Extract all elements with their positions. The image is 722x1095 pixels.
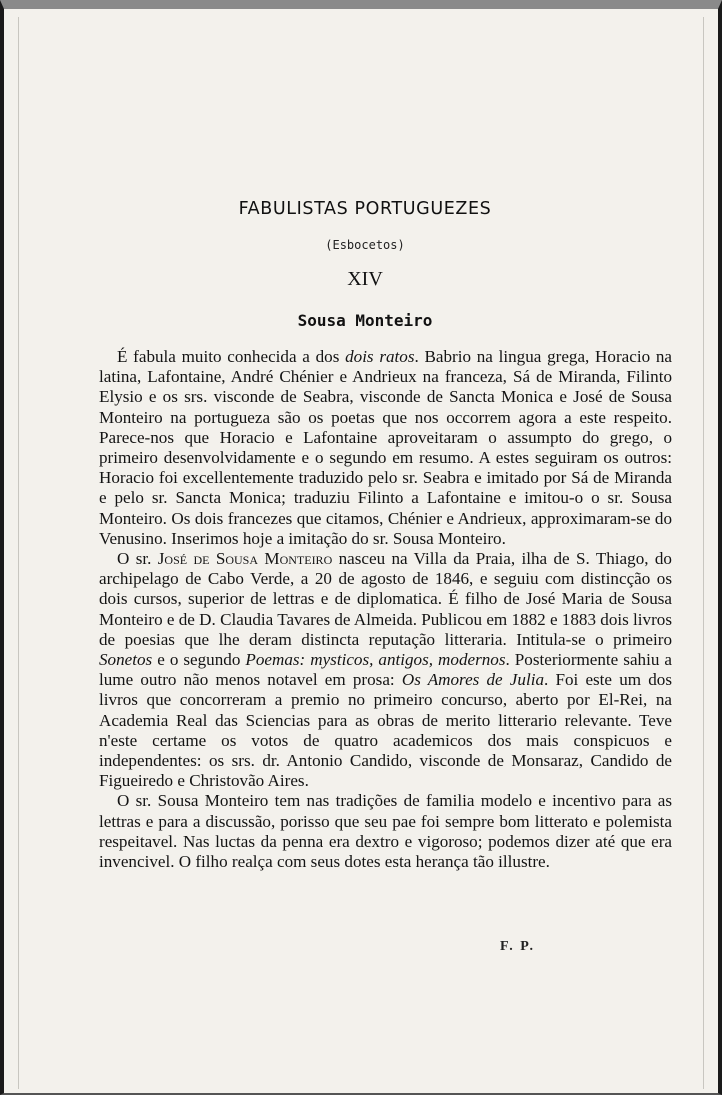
signature-initials: F. P. (499, 939, 535, 954)
paragraph-text: . Foi este um dos livros que concorreram a premio no primeiro concurso, aberto por El-Rei, na Academia Real das Sciencias para as obras de merito litterario relevante. Teve n'este certame os votos de quatro academicos dos mais conspicuos e independentes: os srs. dr. Antonio Candido, visconde de Monsaraz, Candido de Figueiredo e Christovão Aires. (99, 670, 672, 791)
article-subtitle: (Esbocetos) (325, 238, 405, 252)
paragraph-text: e o segundo (152, 650, 246, 670)
article-title: FABULISTAS PORTUGUEZES (238, 199, 492, 219)
author-heading: Sousa Monteiro (297, 311, 433, 330)
paragraph-text: nasceu na Villa da Praia, ilha de S. Thiago, do archipelago de Cabo Verde, a 20 de agosto de 1846, e seguiu com distincção os dois cursos, superior de lettras e de diplomatica. É filho de José Maria de Sousa Monteiro e de D. Claudia Tavares de Almeida. Publicou em 1882 e 1883 dois livros de poesias que lhe deram distincta reputação litteraria. Intitula-se o primeiro (99, 549, 672, 649)
body-paragraph (99, 549, 672, 791)
article-body (99, 347, 672, 872)
small-caps-name: José de Sousa Monteiro (157, 549, 333, 569)
body-paragraph (99, 347, 672, 549)
italic-title: Poemas: mysticos, antigos, modernos (245, 650, 506, 670)
paragraph-text: O sr. (117, 549, 158, 569)
paragraph-text: É fabula muito conhecida a dos (117, 347, 346, 366)
paragraph-text: O sr. Sousa Monteiro tem nas tradições de familia modelo e incentivo para as lettras e para a discussão, porisso que seu pae foi sempre bom litterato e polemista respeitavel. Nas luctas da penna era dextro e vigoroso; podemos dizer até que era invencivel. O filho realça com seus dotes esta herança tão illustre. (99, 791, 672, 872)
chapter-number: XIV (347, 268, 383, 290)
body-paragraph (99, 791, 672, 872)
italic-title: Sonetos (99, 650, 153, 670)
paragraph-text: . Babrio na lingua grega, Horacio na latina, Lafontaine, André Chénier e Andrieux na franceza, Sá de Miranda, Filinto Elysio e os srs. visconde de Seabra, visconde de Sancta Monica e José de Sousa Monteiro na portugueza são os poetas que nos occorrem agora a este respeito. Parece-nos que Horacio e Lafontaine aproveitaram o assumpto do grego, o primeiro desenvolvidamente e o segundo em resumo. A estes seguiram os outros: Horacio foi excellentemente traduzido pelo sr. Seabra e imitado por Sá de Miranda e pelo sr. Sancta Monica; traduziu Filinto a Lafontaine e imitou-o o sr. Sousa Monteiro. Os dois francezes que citamos, Chénier e Andrieux, approximaram-se do Venusino. Inserimos hoje a imitação do sr. Sousa Monteiro. (99, 347, 672, 548)
italic-title: Os Amores de Julia (401, 670, 544, 690)
italic-title: dois ratos (345, 347, 415, 366)
paragraph-text: . Posteriormente sahiu a lume outro não menos notavel em prosa: (99, 650, 672, 690)
